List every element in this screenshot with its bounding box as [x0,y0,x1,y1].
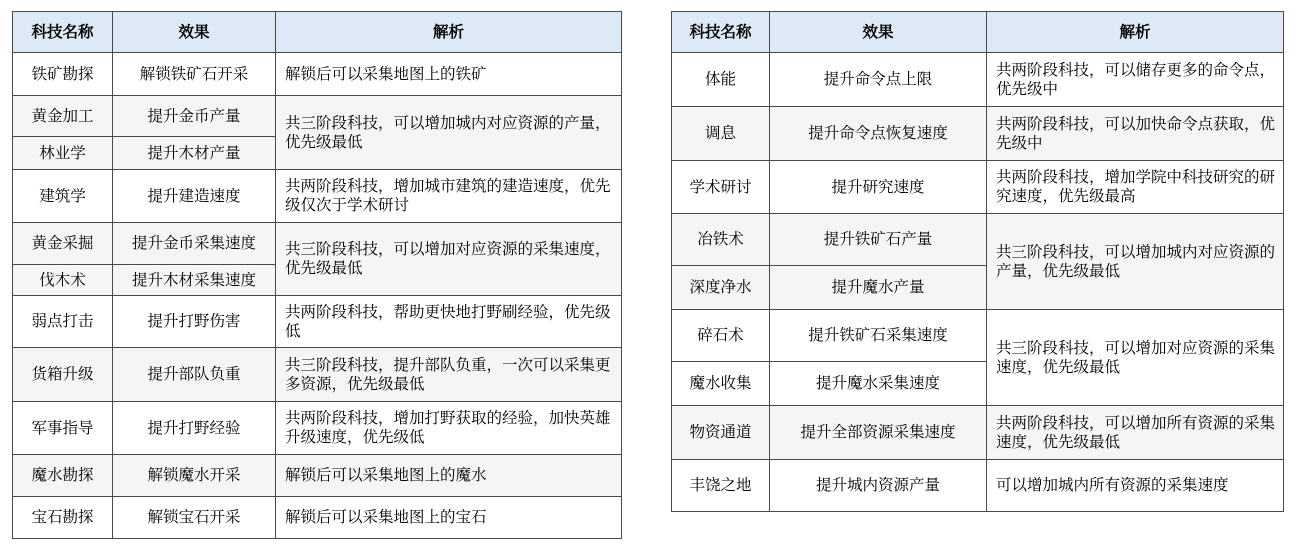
tech-effect: 提升打野伤害 [113,296,276,348]
tech-effect: 提升研究速度 [770,161,987,214]
tech-analysis: 共三阶段科技，可以增加对应资源的采集速度，优先级最低 [987,310,1284,406]
tech-effect: 提升木材产量 [113,137,276,170]
table-row [672,161,1284,214]
tech-analysis: 共三阶段科技，可以增加城内对应资源的产量，优先级最低 [276,96,622,170]
tech-name: 冶铁术 [672,214,770,266]
tech-effect: 提升铁矿石产量 [770,214,987,266]
tech-effect: 提升打野经验 [113,402,276,455]
table-row [672,107,1284,161]
table-row [13,296,622,348]
tech-name: 货箱升级 [13,348,113,402]
tech-name: 黄金采掘 [13,223,113,265]
tech-effect: 提升命令点上限 [770,53,987,107]
tech-effect: 提升魔水采集速度 [770,362,987,406]
tech-analysis: 解锁后可以采集地图上的铁矿 [276,53,622,96]
tech-name: 魔水收集 [672,362,770,406]
tech-name: 伐木术 [13,265,113,296]
table-row [672,214,1284,266]
table-row [13,96,622,137]
tech-name: 宝石勘探 [13,497,113,539]
tech-effect: 提升建造速度 [113,170,276,223]
header-row [672,12,1284,53]
tech-effect: 提升魔水产量 [770,266,987,310]
tech-name: 魔水勘探 [13,455,113,497]
tech-analysis: 共三阶段科技，可以增加城内对应资源的产量，优先级最低 [987,214,1284,310]
tech-name: 物资通道 [672,406,770,460]
tech-effect: 解锁铁矿石开采 [113,53,276,96]
table-row [13,402,622,455]
tech-name: 学术研讨 [672,161,770,214]
tech-effect: 提升全部资源采集速度 [770,406,987,460]
tech-table-left [12,11,622,539]
tech-effect: 提升金币产量 [113,96,276,137]
tech-effect: 提升城内资源产量 [770,460,987,512]
header-analysis: 解析 [276,12,622,53]
table-row [13,497,622,539]
tech-name: 林业学 [13,137,113,170]
tech-effect: 提升铁矿石采集速度 [770,310,987,362]
tech-table-right [671,11,1284,512]
tech-name: 深度净水 [672,266,770,310]
tech-analysis: 解锁后可以采集地图上的宝石 [276,497,622,539]
tech-analysis: 共两阶段科技，帮助更快地打野刷经验，优先级低 [276,296,622,348]
tech-name: 军事指导 [13,402,113,455]
tech-analysis: 共三阶段科技，可以增加对应资源的采集速度，优先级最低 [276,223,622,296]
table-row [13,170,622,223]
tech-analysis: 共两阶段科技，可以增加所有资源的采集速度，优先级最低 [987,406,1284,460]
tech-analysis: 共两阶段科技，增加打野获取的经验，加快英雄升级速度，优先级低 [276,402,622,455]
header-effect: 效果 [113,12,276,53]
table-row [672,406,1284,460]
tech-name: 丰饶之地 [672,460,770,512]
table-row [672,310,1284,362]
tech-name: 弱点打击 [13,296,113,348]
tech-analysis: 解锁后可以采集地图上的魔水 [276,455,622,497]
table-row [13,348,622,402]
header-effect: 效果 [770,12,987,53]
header-tech-name: 科技名称 [13,12,113,53]
tech-name: 碎石术 [672,310,770,362]
header-tech-name: 科技名称 [672,12,770,53]
table-row [13,455,622,497]
tech-analysis: 共两阶段科技，增加城市建筑的建造速度，优先级仅次于学术研讨 [276,170,622,223]
tech-analysis: 共两阶段科技，增加学院中科技研究的研究速度，优先级最高 [987,161,1284,214]
header-analysis: 解析 [987,12,1284,53]
tech-name: 铁矿勘探 [13,53,113,96]
tech-name: 建筑学 [13,170,113,223]
tech-analysis: 共两阶段科技，可以加快命令点获取，优先级中 [987,107,1284,161]
header-row [13,12,622,53]
tech-name: 黄金加工 [13,96,113,137]
tech-analysis: 可以增加城内所有资源的采集速度 [987,460,1284,512]
tech-name: 体能 [672,53,770,107]
tech-effect: 解锁宝石开采 [113,497,276,539]
table-row [672,460,1284,512]
tech-effect: 解锁魔水开采 [113,455,276,497]
tech-analysis: 共两阶段科技，可以储存更多的命令点，优先级中 [987,53,1284,107]
tech-effect: 提升木材采集速度 [113,265,276,296]
tech-analysis: 共三阶段科技，提升部队负重，一次可以采集更多资源，优先级最低 [276,348,622,402]
tech-effect: 提升命令点恢复速度 [770,107,987,161]
table-row [13,53,622,96]
table-row [672,53,1284,107]
tech-effect: 提升金币采集速度 [113,223,276,265]
tech-name: 调息 [672,107,770,161]
table-row [13,223,622,265]
tech-effect: 提升部队负重 [113,348,276,402]
